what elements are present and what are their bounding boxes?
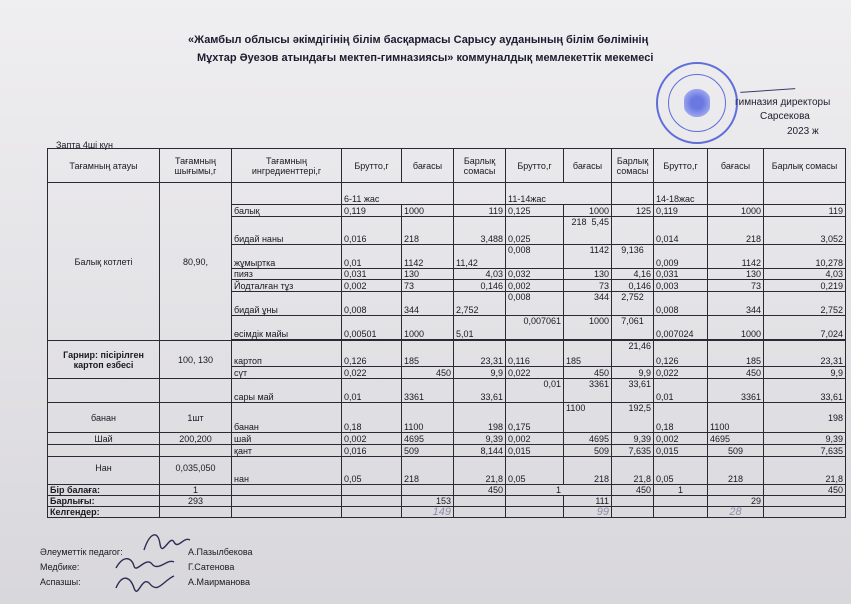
cell: 7,024: [764, 316, 846, 340]
cell: 1142: [564, 245, 612, 269]
cell-ingredient: Йодталған тұз: [232, 280, 342, 292]
cell: 130: [402, 269, 454, 280]
cell: 0,008: [342, 292, 402, 316]
cell: 450: [564, 367, 612, 379]
cell: 1000: [564, 316, 612, 340]
dish-name: банан: [48, 403, 160, 433]
cell: 0,05: [506, 457, 564, 485]
header-line-1: «Жамбыл облысы әкімдігінің білім басқармасы Сарысу ауданының білім бөлімінің: [188, 34, 649, 46]
cell: 218: [402, 217, 454, 245]
cell: 0,05: [654, 457, 708, 485]
cell: 0,016: [342, 217, 402, 245]
cell: 0,022: [342, 367, 402, 379]
cell: 1: [654, 485, 708, 496]
director-signature-icon: [740, 80, 795, 93]
cell: 7,635: [612, 445, 654, 457]
cell: 33,61: [454, 379, 506, 403]
cell: 218: [708, 217, 764, 245]
cell: 11,42: [454, 245, 506, 269]
approval-name: Сарсекова: [760, 111, 810, 122]
summary-row: [48, 485, 846, 496]
menu-date: Запта 4ші күн: [56, 140, 113, 150]
cell: 4,03: [764, 269, 846, 280]
cell: 185: [564, 341, 612, 367]
cell: 3,488: [454, 217, 506, 245]
cell: 0,119: [654, 205, 708, 217]
cell: 0,126: [342, 341, 402, 367]
cell-ingredient: қант: [232, 445, 342, 457]
cell: 218: [564, 457, 612, 485]
cell: 509: [564, 445, 612, 457]
cell: 9,39: [764, 433, 846, 445]
cell: 0,007061: [506, 316, 564, 340]
cell: 0,008: [506, 292, 564, 316]
col-header: бағасы: [402, 149, 454, 183]
cell: 0,015: [506, 445, 564, 457]
cell: 4,03: [454, 269, 506, 280]
signer-name: А.Маирманова: [188, 577, 250, 587]
age-group: 6-11 жас: [342, 183, 454, 205]
cell: 0,146: [612, 280, 654, 292]
table-row: [48, 445, 846, 457]
cell: 1000: [708, 316, 764, 340]
official-seal-icon: [656, 62, 738, 144]
cell-ingredient: балық: [232, 205, 342, 217]
dish-name: Шай: [48, 433, 160, 445]
summary-label: Келгендер:: [48, 507, 160, 518]
cell: 1100: [564, 403, 612, 433]
cell: 3361: [402, 379, 454, 403]
cell: 450: [764, 485, 846, 496]
dish-portion: 200,200: [160, 433, 232, 445]
cell: 1000: [708, 205, 764, 217]
cell: 73: [402, 280, 454, 292]
cell-ingredient: банан: [232, 403, 342, 433]
cell: 9,9: [454, 367, 506, 379]
cell: 33,61: [764, 379, 846, 403]
cell: 9,39: [454, 433, 506, 445]
dish-name: Нан: [48, 457, 160, 485]
cell: 4695: [708, 433, 764, 445]
cell-ingredient: бидай ұны: [232, 292, 342, 316]
col-header: Брутто,г: [506, 149, 564, 183]
cell: 4695: [402, 433, 454, 445]
col-header: Тағамның ингредиенттері,г: [232, 149, 342, 183]
table-row: [48, 457, 846, 485]
col-header: Тағамның шығымы,г: [160, 149, 232, 183]
cell: 4695: [564, 433, 612, 445]
cell: 2,752: [454, 292, 506, 316]
cell: 293: [160, 496, 232, 507]
cell: 218: [402, 457, 454, 485]
cell: [612, 217, 654, 245]
table-row: [48, 379, 846, 403]
cell: 344: [564, 292, 612, 316]
cell-ingredient: өсімдік майы: [232, 316, 342, 340]
cell: 23,31: [454, 341, 506, 367]
signer-role: Аспазшы:: [40, 577, 81, 587]
cell: 130: [708, 269, 764, 280]
cell: 0,01: [342, 245, 402, 269]
cell: 198: [764, 403, 846, 433]
cell: 1100: [708, 403, 764, 433]
cell: 21,46: [612, 341, 654, 367]
cell: 21,8: [612, 457, 654, 485]
cell: 1: [160, 485, 232, 496]
cell: 0,01: [342, 379, 402, 403]
table-row: [48, 403, 846, 433]
table-row: [48, 341, 846, 367]
cell: 33,61: [612, 379, 654, 403]
col-header: Барлық сомасы: [612, 149, 654, 183]
cell: 10,278: [764, 245, 846, 269]
cell: 0,002: [506, 433, 564, 445]
cell: 0,014: [654, 217, 708, 245]
cell-ingredient: шай: [232, 433, 342, 445]
cell: 73: [564, 280, 612, 292]
cell: 185: [402, 341, 454, 367]
cell-ingredient: жұмыртка: [232, 245, 342, 269]
summary-label: Барлығы:: [48, 496, 160, 507]
cell: 509: [402, 445, 454, 457]
header-line-2: Мұхтар Әуезов атындағы мектеп-гимназиясы» коммуналдық мемлекеттік мекемесі: [197, 52, 654, 64]
cell: 0,146: [454, 280, 506, 292]
cell: 0,025: [506, 217, 564, 245]
cell: 5,01: [454, 316, 506, 340]
summary-row: [48, 507, 846, 518]
cell: 0,009: [654, 245, 708, 269]
cell: 450: [454, 485, 506, 496]
menu-table: [47, 148, 846, 518]
cell: 0,002: [342, 280, 402, 292]
summary-label: Бір балаға:: [48, 485, 160, 496]
cell: 0,05: [342, 457, 402, 485]
cell: 0,003: [654, 280, 708, 292]
cell: 0,031: [342, 269, 402, 280]
cell: 0,031: [654, 269, 708, 280]
handwritten-value: 99: [564, 507, 612, 518]
col-header: Барлық сомасы: [454, 149, 506, 183]
cell: 23,31: [764, 341, 846, 367]
cell: 450: [612, 485, 654, 496]
cell-ingredient: бидай наны: [232, 217, 342, 245]
cell: 9,9: [612, 367, 654, 379]
dish-portion: 0,035,050: [160, 457, 232, 485]
cell: 192,5: [612, 403, 654, 433]
cell: 1000: [402, 205, 454, 217]
signature-icon: [140, 528, 192, 554]
cell: 0,01: [506, 379, 564, 403]
cell: 9,39: [612, 433, 654, 445]
cell-ingredient: пияз: [232, 269, 342, 280]
col-header: бағасы: [564, 149, 612, 183]
cell: 7,635: [764, 445, 846, 457]
cell: 3361: [708, 379, 764, 403]
cell: 509: [708, 445, 764, 457]
dish-portion: 80,90,: [160, 183, 232, 341]
cell: 1100: [402, 403, 454, 433]
approval-director: гимназия директоры: [735, 97, 831, 108]
cell: 185: [708, 341, 764, 367]
signer-role: Медбике:: [40, 562, 80, 572]
cell: 450: [708, 367, 764, 379]
col-header: Тағамның атауы: [48, 149, 160, 183]
cell: 0,016: [342, 445, 402, 457]
cell: 153: [402, 496, 454, 507]
cell: 344: [402, 292, 454, 316]
cell: 125: [612, 205, 654, 217]
cell: 0,125: [506, 205, 564, 217]
col-header: Барлық сомасы: [764, 149, 846, 183]
cell: 3361: [564, 379, 612, 403]
dish-portion: 1шт: [160, 403, 232, 433]
cell-ingredient: сүт: [232, 367, 342, 379]
col-header: бағасы: [708, 149, 764, 183]
cell: 0,007024: [654, 316, 708, 340]
cell: 0,219: [764, 280, 846, 292]
col-header: Брутто,г: [342, 149, 402, 183]
cell: 0,18: [654, 403, 708, 433]
cell: 1142: [402, 245, 454, 269]
cell: 344: [708, 292, 764, 316]
cell-ingredient: нан: [232, 457, 342, 485]
cell: 73: [708, 280, 764, 292]
cell: 0,119: [342, 205, 402, 217]
signer-role: Әлеуметтік педагог:: [40, 547, 123, 557]
cell: 218 5,45: [564, 217, 612, 245]
cell: 8,144: [454, 445, 506, 457]
cell: 0,00501: [342, 316, 402, 340]
cell: 4,16: [612, 269, 654, 280]
dish-name: Гарнир: пісірілген картоп езбесі: [48, 341, 160, 379]
signer-name: А.Пазылбекова: [188, 547, 253, 557]
cell: 21,8: [764, 457, 846, 485]
cell: 450: [402, 367, 454, 379]
cell: 119: [764, 205, 846, 217]
age-row: [48, 183, 846, 205]
col-header: Брутто,г: [654, 149, 708, 183]
cell: 0,18: [342, 403, 402, 433]
cell: 0,116: [506, 341, 564, 367]
cell: 1142: [708, 245, 764, 269]
cell: 0,015: [654, 445, 708, 457]
approval-year: 2023 ж: [787, 126, 819, 137]
cell: 218: [708, 457, 764, 485]
cell: 111: [564, 496, 612, 507]
cell: 0,002: [654, 433, 708, 445]
cell: 0,008: [506, 245, 564, 269]
cell: 1: [506, 485, 612, 496]
cell: 1000: [564, 205, 612, 217]
table-header-row: [48, 149, 846, 183]
cell: 0,126: [654, 341, 708, 367]
cell: 9,9: [764, 367, 846, 379]
cell: 0,002: [506, 280, 564, 292]
cell: 1000: [402, 316, 454, 340]
cell: 0,008: [654, 292, 708, 316]
age-group: 14-18жас: [654, 183, 708, 205]
cell: 9,136: [612, 245, 654, 269]
cell: 2,752: [612, 292, 654, 316]
cell: 7,061: [612, 316, 654, 340]
dish-name: Балық котлеті: [48, 183, 160, 341]
cell: 130: [564, 269, 612, 280]
cell: 0,022: [654, 367, 708, 379]
cell: 0,032: [506, 269, 564, 280]
summary-row: [48, 496, 846, 507]
cell: 0,01: [654, 379, 708, 403]
handwritten-value: 149: [402, 507, 454, 518]
cell: 3,052: [764, 217, 846, 245]
cell: 2,752: [764, 292, 846, 316]
signature-icon: [112, 570, 178, 596]
cell: 29: [708, 496, 764, 507]
handwritten-value: 28: [708, 507, 764, 518]
signer-name: Г.Сатенова: [188, 562, 235, 572]
age-group: 11-14жас: [506, 183, 612, 205]
cell: 119: [454, 205, 506, 217]
cell: 0,175: [506, 403, 564, 433]
cell: 198: [454, 403, 506, 433]
cell: 21,8: [454, 457, 506, 485]
dish-portion: 100, 130: [160, 341, 232, 379]
table-row: [48, 433, 846, 445]
cell: 0,022: [506, 367, 564, 379]
cell-ingredient: сары май: [232, 379, 342, 403]
cell-ingredient: картоп: [232, 341, 342, 367]
cell: 0,002: [342, 433, 402, 445]
